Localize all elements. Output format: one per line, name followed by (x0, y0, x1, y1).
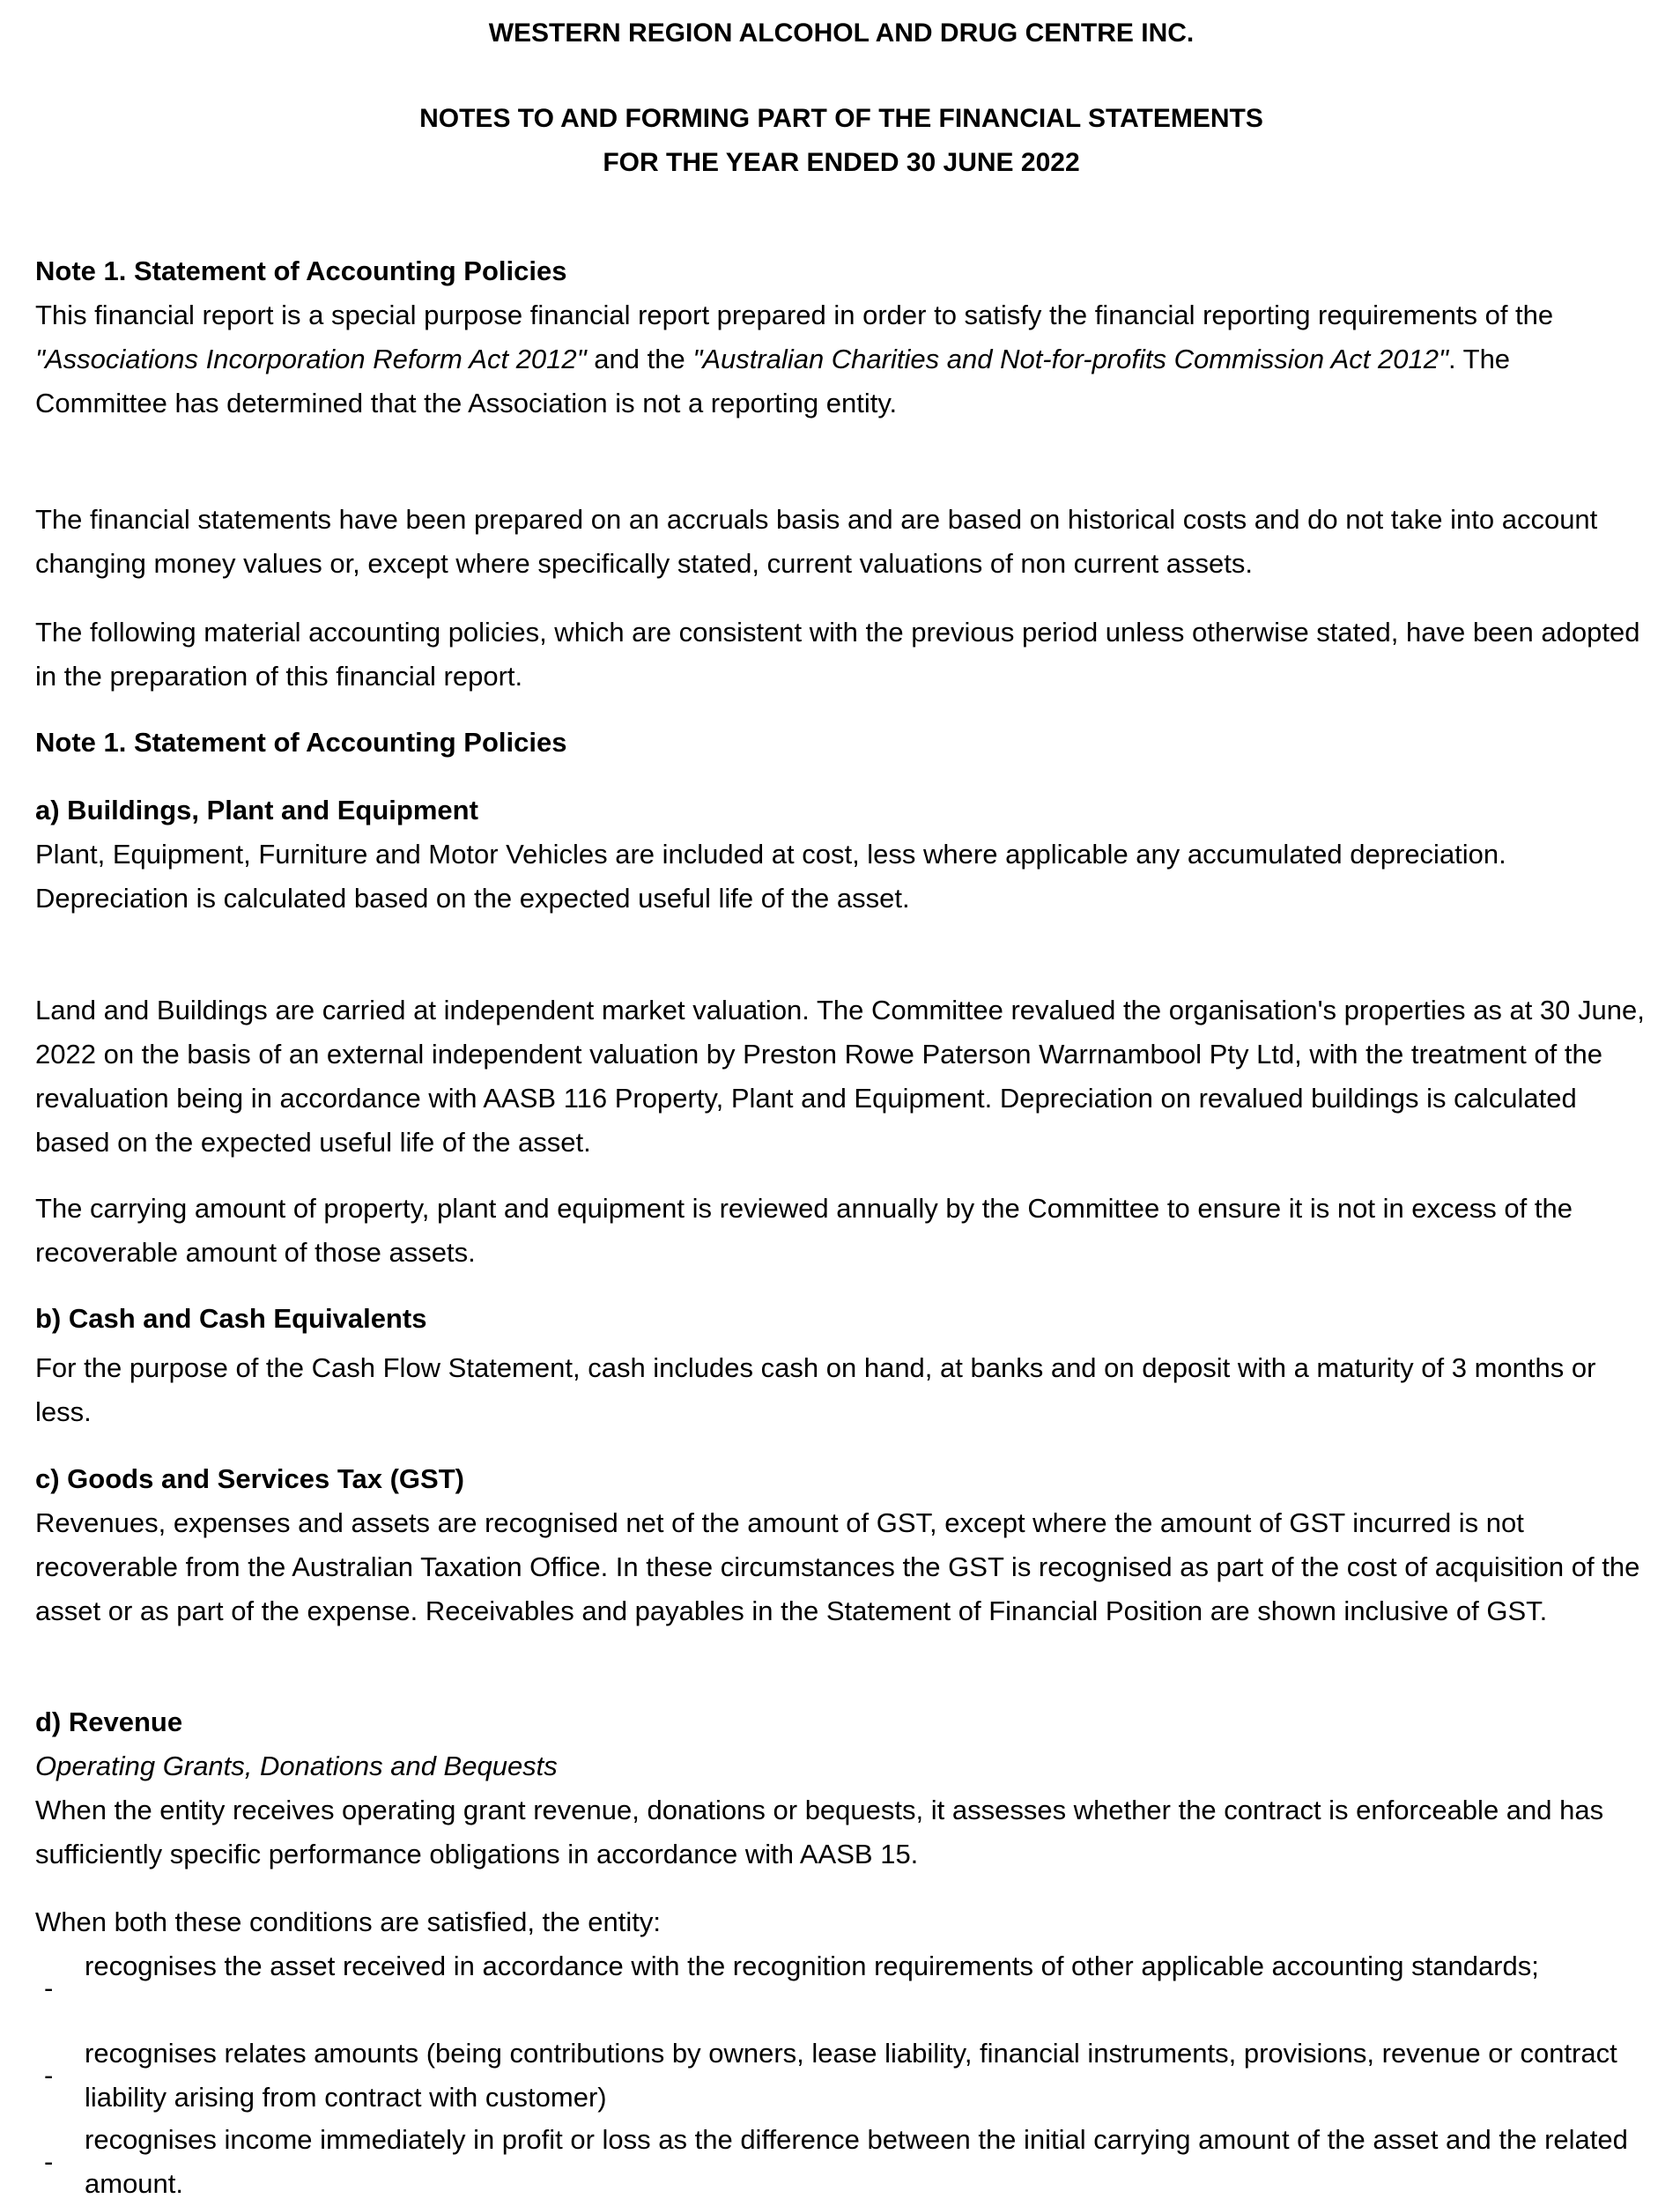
note1-heading: Note 1. Statement of Accounting Policies (35, 255, 567, 286)
section-c-paragraph: Revenues, expenses and assets are recognised net of the amount of GST, except where the amount of GST incurred is not recoverable from the Australian Taxation Office. In these circumstances the GST is recognised as part of the cost of acquisition of the asset or as part of the expense. Receivables and payables in the Statement of Financial Position are shown inclusive of GST. (35, 1507, 1640, 1626)
document-subtitle: FOR THE YEAR ENDED 30 JUNE 2022 (603, 148, 1080, 177)
dash-bullet: - (44, 2146, 54, 2177)
organisation-name: WESTERN REGION ALCOHOL AND DRUG CENTRE INC. (488, 19, 1195, 48)
section-b-paragraph: For the purpose of the Cash Flow Statement, cash includes cash on hand, at banks and on deposit with a maturity of 3 months or less. (35, 1352, 1596, 1427)
dash-bullet: - (44, 2060, 54, 2091)
section-d-subheading: Operating Grants, Donations and Bequests (35, 1751, 558, 1781)
section-c-heading: c) Goods and Services Tax (GST) (35, 1463, 464, 1494)
document-title: NOTES TO AND FORMING PART OF THE FINANCIAL STATEMENTS (419, 104, 1263, 133)
section-a-heading: a) Buildings, Plant and Equipment (35, 795, 478, 825)
list-item-text: recognises relates amounts (being contributions by owners, lease liability, financial instruments, provisions, revenue or contract liability arising from contract with customer) (85, 2038, 1617, 2113)
section-d-paragraph-2: When both these conditions are satisfied, the entity: (35, 1906, 661, 1937)
dash-bullet: - (44, 1973, 54, 2003)
section-a-paragraph-3: The carrying amount of property, plant and equipment is reviewed annually by the Committee to ensure it is not in excess of the recoverable amount of those assets. (35, 1193, 1573, 1268)
section-b-heading: b) Cash and Cash Equivalents (35, 1303, 427, 1334)
list-item-text: recognises the asset received in accordance with the recognition requirements of other applicable accounting standards; (85, 1951, 1539, 1981)
note1-paragraph-2: The financial statements have been prepared on an accruals basis and are based on historical costs and do not take into account changing money values or, except where specifically stated, current valuations of non current assets. (35, 504, 1598, 579)
note1-paragraph-3: The following material accounting policies, which are consistent with the previous period unless otherwise stated, have been adopted in the preparation of this financial report. (35, 617, 1640, 692)
section-d-paragraph-1: When the entity receives operating grant revenue, donations or bequests, it assesses whether the contract is enforceable and has sufficiently specific performance obligations in accordance with AASB 15. (35, 1795, 1604, 1869)
list-item-text: recognises income immediately in profit or loss as the difference between the initial carrying amount of the asset and the related amount. (85, 2124, 1628, 2199)
section-d-heading: d) Revenue (35, 1706, 183, 1737)
note1-heading-repeat: Note 1. Statement of Accounting Policies (35, 727, 567, 758)
note1-paragraph-1: This financial report is a special purpose financial report prepared in order to satisfy the financial reporting requirements of the "Associations Incorporation Reform Act 2012" and the "Australian Charities and Not-for-profits Commission Act 2012". The Committee has determined that the Association is not a reporting entity. (35, 300, 1554, 418)
section-a-paragraph-2: Land and Buildings are carried at independent market valuation. The Committee revalued the organisation's properties as at 30 June, 2022 on the basis of an external independent valuation by Preston Rowe Paterson Warrnambool Pty Ltd, with the treatment of the revaluation being in accordance with AASB 116 Property, Plant and Equipment. Depreciation on revalued buildings is calculated based on the expected useful life of the asset. (35, 995, 1645, 1158)
section-a-paragraph-1: Plant, Equipment, Furniture and Motor Vehicles are included at cost, less where applicable any accumulated depreciation. Depreciation is calculated based on the expected useful life of the asset. (35, 839, 1506, 914)
